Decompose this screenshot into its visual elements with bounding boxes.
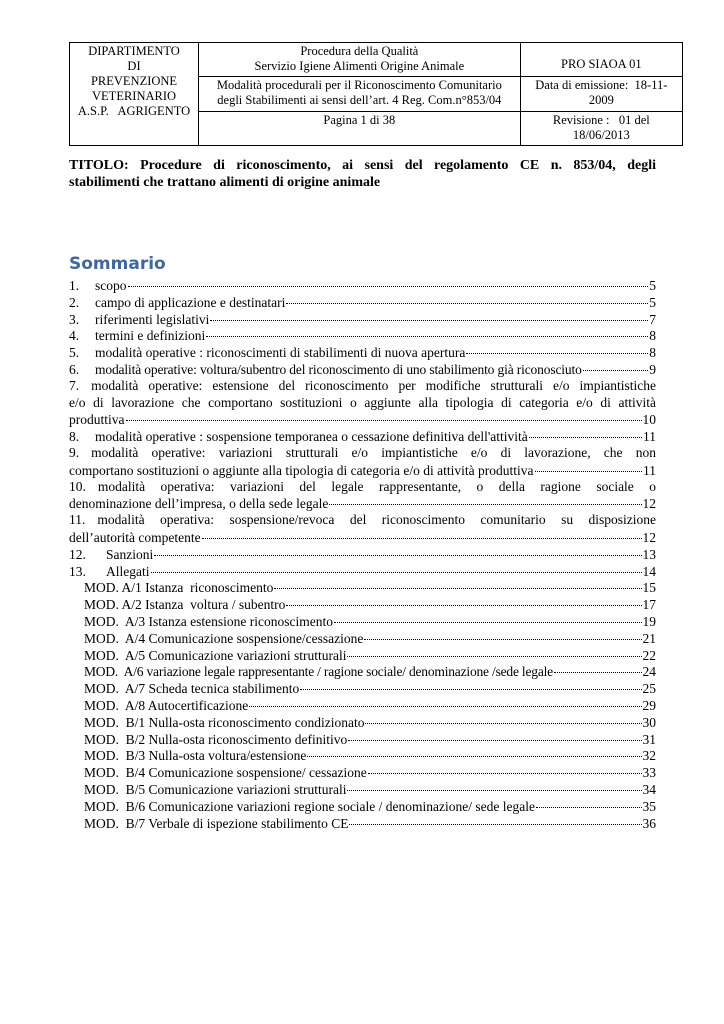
department-cell [70, 43, 199, 146]
toc-text: campo di applicazione e destinatari [95, 294, 286, 310]
toc-number: 13. [69, 563, 86, 579]
toc-page: 36 [642, 815, 656, 831]
toc-mod-text: MOD. B/1 Nulla-osta riconoscimento condizionato [84, 714, 365, 730]
modalita-line: degli Stabilimenti ai sensi dell’art. 4 Reg. Com.n°853/04 [217, 93, 502, 107]
toc-mod-text: MOD. B/6 Comunicazione variazioni regione sociale / denominazione/ sede legale [84, 798, 535, 814]
toc-mod-text: MOD. A/4 Comunicazione sospensione/cessazione [84, 630, 364, 646]
toc-text: scopo [95, 278, 127, 293]
toc-mod-text: MOD. A/6 variazione legale rappresentante / ragione sociale/ denominazione /sede legale [84, 664, 553, 680]
toc-mod-text: MOD. A/1 Istanza riconoscimento [84, 580, 274, 596]
toc-text-line: produttiva [69, 412, 125, 428]
page-number: Pagina 1 di 38 [323, 113, 396, 127]
document-title [69, 157, 656, 191]
revision-number: Revisione : 01 del [552, 113, 650, 127]
toc-page: 25 [642, 681, 656, 697]
procedure-title: Procedura della Qualità [300, 44, 419, 58]
toc-page: 10 [642, 412, 656, 428]
toc-mod-entry[interactable] [69, 815, 656, 832]
toc-number: 5. [69, 345, 80, 361]
toc-number: 9. [69, 444, 80, 460]
toc-number: 8. [69, 429, 80, 445]
toc-number: 2. [69, 294, 80, 310]
dept-line: DI [127, 59, 141, 73]
toc-mod-text: MOD. A/3 Istanza estensione riconoscimento [84, 613, 333, 629]
toc-page: 22 [642, 647, 656, 663]
toc-text: riferimenti legislativi [95, 311, 210, 327]
toc-mod-text: MOD. B/5 Comunicazione variazioni strutturali [84, 781, 347, 797]
toc-page: 29 [642, 697, 656, 713]
toc-entry[interactable] [69, 445, 656, 479]
toc-page: 30 [642, 714, 656, 730]
toc-page: 14 [642, 563, 656, 579]
toc-page: 13 [642, 546, 656, 562]
toc-page: 21 [642, 630, 656, 646]
modalita-cell [199, 77, 521, 112]
service-name: Servizio Igiene Alimenti Origine Animale [254, 59, 465, 73]
toc-page: 8 [649, 328, 656, 344]
toc-page: 12 [642, 496, 656, 512]
toc-mod-text: MOD. A/8 Autocertificazione [84, 697, 249, 713]
toc-text-line: modalità operative: estensione del riconoscimento per modifiche strutturali e/o impiantistiche [91, 377, 656, 393]
dept-line: PREVENZIONE [90, 74, 178, 88]
toc-entry[interactable] [69, 512, 656, 546]
toc-page: 12 [642, 529, 656, 545]
toc-page: 24 [642, 664, 656, 680]
toc-page: 5 [649, 278, 656, 293]
toc-number: 12. [69, 546, 86, 562]
toc-text-line: denominazione dell’impresa, o della sede legale [69, 496, 329, 512]
toc-page: 31 [642, 731, 656, 747]
toc-page: 35 [642, 798, 656, 814]
toc-mod-text: MOD. B/4 Comunicazione sospensione/ cessazione [84, 765, 367, 781]
toc-page: 11 [643, 462, 656, 478]
toc-page: 15 [642, 580, 656, 596]
toc-page: 11 [643, 429, 656, 445]
toc-text-line: comportano sostituzioni o aggiunte alla tipologia di categoria e/o di attività produttiva [69, 462, 534, 478]
toc-page: 7 [649, 311, 656, 327]
toc-entry[interactable] [69, 378, 656, 428]
toc-text-line: dell’autorità competente [69, 529, 201, 545]
code-cell [520, 43, 682, 77]
toc-number: 10. [69, 478, 86, 494]
toc-page: 8 [649, 345, 656, 361]
toc-page: 33 [642, 765, 656, 781]
toc-mod-text: MOD. A/7 Scheda tecnica stabilimento [84, 681, 300, 697]
toc-text: Sanzioni [106, 546, 154, 562]
toc-text-line: modalità operative: variazioni strutturali e/o impiantistiche e/o di lavorazione, che non [91, 444, 656, 460]
toc-text: termini e definizioni [95, 328, 206, 344]
page-cell [199, 112, 521, 146]
toc-mod-text: MOD. A/5 Comunicazione variazioni strutturali [84, 647, 347, 663]
toc-text: Allegati [106, 563, 150, 579]
toc-text-line: modalità operativa: variazioni del legale rappresentante, o della ragione sociale o [97, 478, 656, 494]
modalita-line: Modalità procedurali per il Riconoscimento Comunitario [216, 78, 502, 92]
emission-date: Data di emissione: 18-11- [535, 78, 668, 92]
toc-number: 6. [69, 361, 80, 377]
dept-line: VETERINARIO [92, 89, 177, 103]
revision-cell [520, 112, 682, 146]
title-line: TITOLO: Procedure di riconoscimento, ai sensi del regolamento CE n. 853/04, degli [69, 158, 656, 173]
toc-number: 11. [69, 512, 86, 528]
emission-cell [520, 77, 682, 112]
table-of-contents [69, 277, 656, 831]
document-code: PRO SIAOA 01 [561, 56, 642, 71]
toc-number: 3. [69, 311, 80, 327]
toc-mod-text: MOD. B/7 Verbale di ispezione stabilimento CE [84, 815, 349, 831]
toc-entry[interactable] [69, 479, 656, 513]
toc-text: modalità operative : sospensione temporanea o cessazione definitiva dell'attività [95, 429, 528, 445]
toc-text-line: modalità operativa: sospensione/revoca del riconoscimento comunitario su disposizione [97, 512, 656, 528]
toc-page: 9 [649, 361, 656, 377]
toc-page: 5 [649, 294, 656, 310]
toc-mod-text: MOD. B/3 Nulla-osta voltura/estensione [84, 748, 307, 764]
toc-number: 4. [69, 328, 80, 344]
toc-entry[interactable] [69, 344, 656, 361]
procedure-cell [199, 43, 521, 77]
title-line: stabilimenti che trattano alimenti di origine animale [69, 175, 381, 190]
toc-page: 19 [642, 613, 656, 629]
toc-page: 17 [642, 597, 656, 613]
toc-number: 7. [69, 377, 80, 393]
sommario-heading: Sommario [69, 254, 166, 274]
toc-entry[interactable] [69, 428, 656, 445]
header-table [69, 42, 683, 146]
dept-line: A.S.P. AGRIGENTO [77, 104, 191, 118]
toc-entry[interactable] [69, 361, 656, 378]
toc-page: 32 [642, 748, 656, 764]
toc-text: modalità operative : riconoscimenti di stabilimenti di nuova apertura [95, 345, 466, 361]
revision-date: 18/06/2013 [572, 128, 630, 142]
dept-line: DIPARTIMENTO [88, 44, 180, 58]
toc-page: 34 [642, 781, 656, 797]
emission-year: 2009 [588, 93, 614, 107]
toc-mod-text: MOD. B/2 Nulla-osta riconoscimento definitivo [84, 731, 348, 747]
toc-text-line: e/o di lavorazione che comportano sostituzioni o aggiunte alla tipologia di categoria e/o di attività [69, 394, 656, 410]
toc-number: 1. [69, 278, 80, 293]
toc-text: modalità operative: voltura/subentro del riconoscimento di uno stabilimento già riconosciuto [95, 361, 582, 377]
toc-mod-text: MOD. A/2 Istanza voltura / subentro [84, 597, 286, 613]
